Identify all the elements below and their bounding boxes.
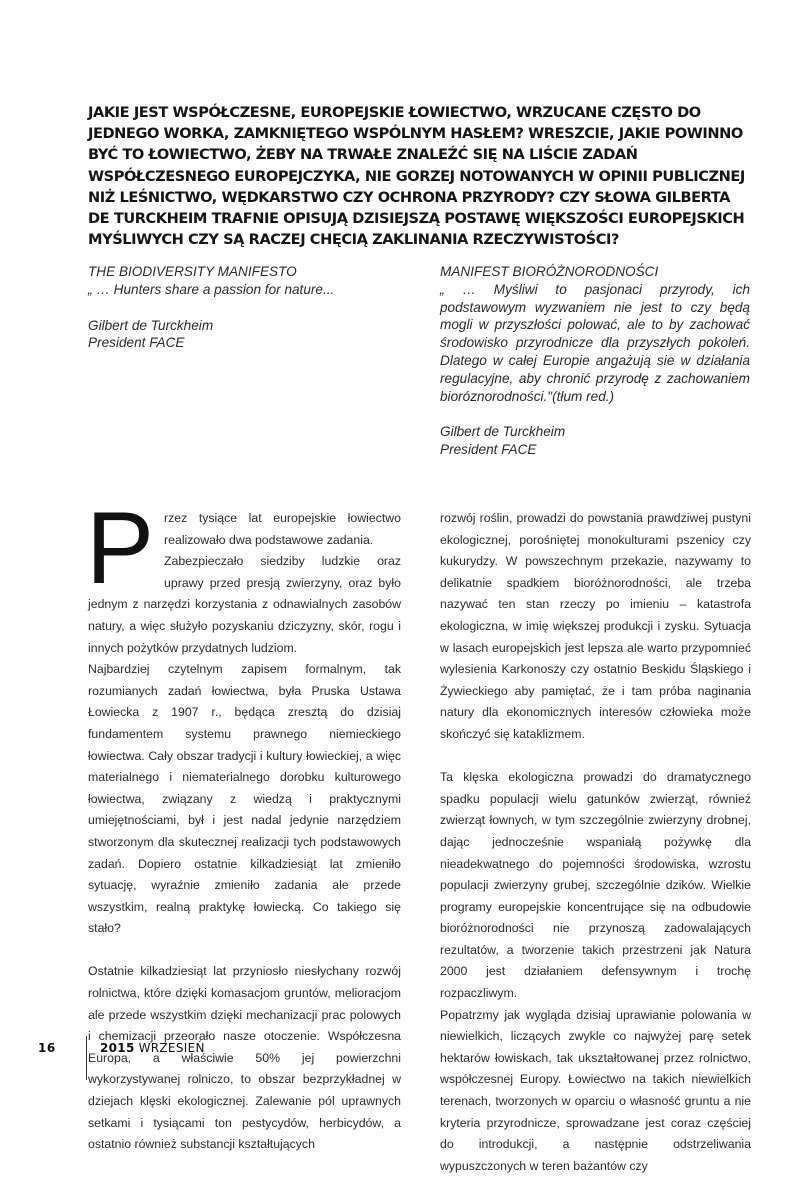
drop-cap: P xyxy=(86,491,155,605)
issue-date xyxy=(100,1041,205,1055)
quote-title: THE BIODIVERSITY MANIFESTO xyxy=(88,264,297,279)
body-paragraph: rzez tysiące lat europejskie łowiectwo realizowało dwa podstawowe zadania. xyxy=(164,511,401,547)
page-number: 16 xyxy=(38,1041,56,1055)
quote-author-role: President FACE xyxy=(88,335,185,351)
body-paragraph: rozwój roślin, prowadzi do powstania prawdziwej pustyni ekologicznej, porośniętej monokulturami pszenicy czy kukurydzy. W powszechnym przekazie, nazywamy to delikatnie spadkiem bioróżnorodności, ale trzeba nazywać ten stan rzeczy po imieniu – katastrofa ekologiczna, w imię większej produkcji i zysku. Sytuacja w lasach europejskich jest lepsza ale warto przypomnieć wylesienia Karkonoszy czy ostatnio Beskidu Śląskiego i Żywieckiego aby pamiętać, że i tam próba naginania natury dla ekonomicznych interesów człowieka może skończyć się kataklizmem. xyxy=(440,511,751,741)
body-paragraph: Ostatnie kilkadziesiąt lat przyniosło niesłychany rozwój rolnictwa, które dzięki komasacjom gruntów, melioracjom ale przede wszystkim dzięki mechanizacji prac polowych i chemizacji przeorało nasze otoczenie. Współczesna Europa, a właściwie 50% jej powierzchni wykorzystywanej rolniczo, to obszar bezprzykładnej w dziejach klęski ekologicznej. Zalewanie pól uprawnych setkami i tysiącami ton pestycydów, herbicydów, a ostatnio również substancji kształtujących xyxy=(88,964,401,1152)
body-paragraph: Popatrzmy jak wygląda dzisiaj uprawianie polowania w niewielkich, liczących zwykle co najwyżej parę setek hektarów łowiskach, tak ukształtowanej przez rolnictwo, współczesnej Europy. Łowiectwo na takich niewielkich terenach, tworzonych w oparciu o własność gruntu a nie kryteria przyrodnicze, sprowadzane jest coraz częściej do introdukcji, a następnie odstrzeliwania wypuszczonych w teren bażantów czy xyxy=(440,1007,751,1173)
quote-text: „ … Hunters share a passion for nature... xyxy=(88,281,335,297)
issue-month: WRZESIEŃ xyxy=(138,1041,205,1055)
quote-text: „ … Myśliwi to pasjonaci przyrody, ich podstawowym wyzwaniem nie jest to czy będą mogli w przyszłości polować, ale to by zachować środowisko przyrodnicze dla przyszłych pokoleń. Dlatego w całej Europie angażują sie w działania regulacyjne, aby chronić przyrodę z zachowaniem bioróznorodności."(tłum red.) xyxy=(440,281,750,404)
quote-polish xyxy=(440,263,750,459)
quote-title: MANIFEST BIORÓŻNORODNOŚCI xyxy=(440,264,659,279)
body-paragraph: Ta klęska ekologiczna prowadzi do dramatycznego spadku populacji wielu gatunków zwierząt, również zwierząt łownych, w tym szczególnie zwierzyny drobnej, dając jednocześnie wspaniałą pożywkę dla nieadekwatnego do pojemności środowiska, wzrostu populacji zwierzyny grubej, szczególnie dzików. Wielkie programy europejskie koncentrujące się na odbudowie bioróżnorodności nie przynoszą zadowalających rezultatów, a tworzenie takich przestrzeni jak Natura 2000 jest działaniem defensywnym i trochę rozpaczliwym. xyxy=(440,770,751,1001)
quote-author-role: President FACE xyxy=(440,442,537,458)
quote-english xyxy=(88,263,408,352)
body-paragraph: Najbardziej czytelnym zapisem formalnym, tak rozumianych zadań łowiectwa, była Pruska Ustawa Łowiecka z 1907 r., będąca zresztą do dzisiaj fundamentem systemu prawnego niemieckiego łowiectwa. Cały obszar tradycji i kultury łowieckiej, a więc materialnego i niematerialnego dorobku kulturowego łowiectwa, związany z wiedzą i praktycznymi umiejętnościami, był i jest nadal jedynie narzędziem stworzonym dla skutecznej realizacji tych podstawowych zadań. Dopiero ostatnie kilkadziesiąt lat zmieniło sytuację, wyraźnie zmieniło zadania ale przede wszystkim, realną praktykę łowiecką. Co takiego się stało? xyxy=(88,662,401,936)
issue-year: 2015 xyxy=(100,1041,135,1055)
page-footer xyxy=(0,1036,800,1080)
lead-paragraph: JAKIE JEST WSPÓŁCZESNE, EUROPEJSKIE ŁOWIECTWO, WRZUCANE CZĘSTO DO JEDNEGO WORKA, ZAMKNIĘTEGO WSPÓLNYM HASŁEM? WRESZCIE, JAKIE POWINNO BYĆ TO ŁOWIECTWO, ŻEBY NA TRWAŁE ZNALEŹĆ SIĘ NA LIŚCIE ZADAŃ WSPÓŁCZESNEGO EUROPEJCZYKA, NIE GORZEJ NOTOWANYCH W OPINII PUBLICZNEJ NIŻ LEŚNICTWO, WĘDKARSTWO CZY OCHRONA PRZYRODY? CZY SŁOWA GILBERTA DE TURCKHEIM TRAFNIE OPISUJĄ DZISIEJSZĄ POSTAWĘ WIĘKSZOŚCI EUROPEJSKICH MYŚLIWYCH CZY SĄ RACZEJ CHĘCIĄ ZAKLINANIA RZECZYWISTOŚCI? xyxy=(88,104,745,249)
quote-author: Gilbert de Turckheim xyxy=(88,317,214,333)
quote-author: Gilbert de Turckheim xyxy=(440,424,566,440)
footer-divider xyxy=(86,1036,87,1080)
body-paragraph: Zabezpieczało siedziby ludzkie oraz uprawy przed presją zwierzyny, oraz było jednym z narzędzi korzystania z odnawialnych zasobów natury, a więc służyło pozyskaniu dziczyzny, skór, rogu i innych pożytków przydatnych ludziom. xyxy=(88,554,401,655)
